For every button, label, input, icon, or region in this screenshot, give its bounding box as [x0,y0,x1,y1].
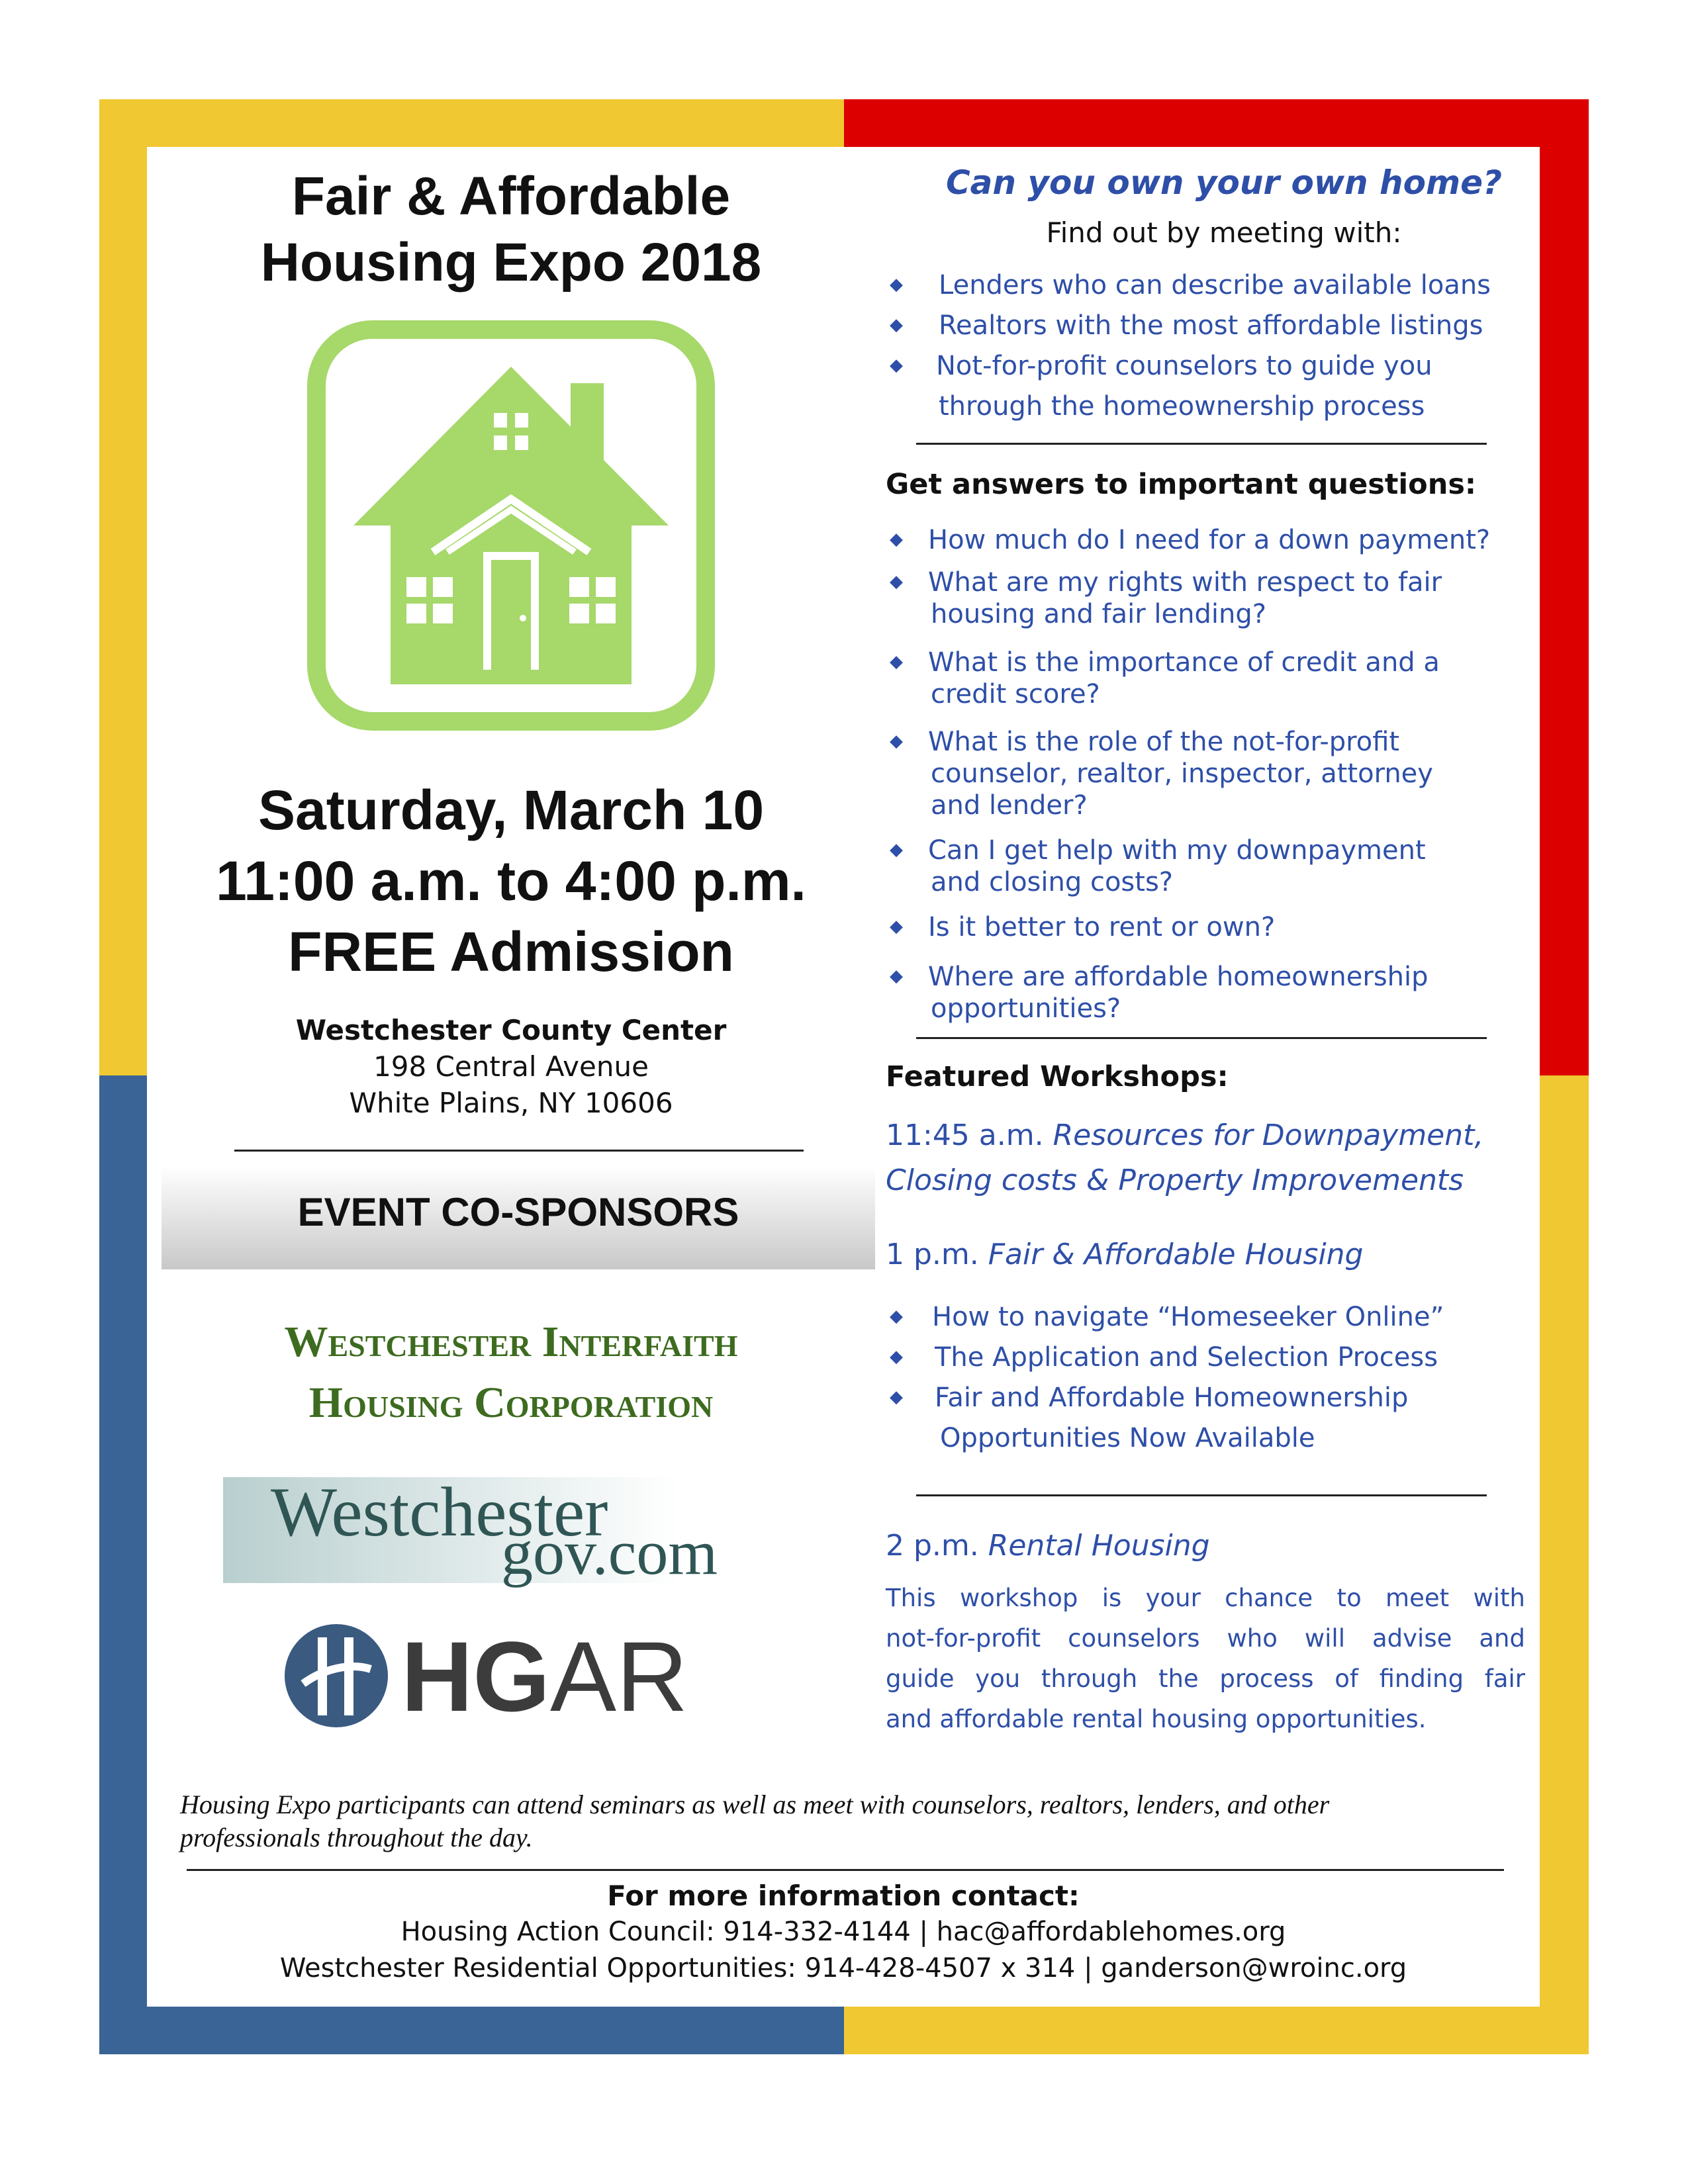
expo-title-line2: Housing Expo 2018 [260,232,762,293]
question-1 [928,524,1490,556]
hgar-emblem-icon [283,1623,389,1729]
sponsors-heading: EVENT CO-SPONSORS [297,1190,739,1234]
question-4-line3: and lender? [931,790,1088,821]
wihc-logo [147,1312,875,1433]
meet-item-2: Realtors with the most affordable listings [939,310,1483,341]
workshop-3-time: 2 p.m. [886,1529,979,1563]
footer-divider [187,1869,1504,1871]
westchestergov-logo [223,1473,792,1588]
workshop-2-title: Fair & Affordable Housing [988,1238,1364,1271]
expo-title-line1: Fair & Affordable [291,166,731,226]
question-4-line2: counselor, realtor, inspector, attorney [931,758,1433,789]
workshop-3 [886,1524,1534,1569]
wihc-logo-line1: Westchester Interfaith [284,1318,738,1366]
find-out-text: Find out by meeting with: [1046,216,1402,249]
event-admission: FREE Admission [288,921,734,983]
meet-item-4: through the homeownership process [939,391,1425,422]
question-6 [928,911,1275,943]
contact-line-2[interactable]: Westchester Residential Opportunities: 914-428-4507 x 314 | ganderson@wroinc.org [279,1953,1407,1983]
event-date: Saturday, March 10 [258,779,765,841]
question-7 [928,961,1429,1024]
workshop-2 [886,1232,1534,1277]
question-7-line1: Where are affordable homeownership [928,962,1429,992]
w2-item-4: Opportunities Now Available [940,1423,1315,1453]
question-5-line2: and closing costs? [931,867,1174,897]
question-4-line1: What is the role of the not-for-profit [928,727,1400,757]
left-divider [234,1150,804,1152]
question-2-line1: What are my rights with respect to fair [928,567,1442,598]
hgar-ar: AR [550,1621,688,1732]
venue-city: White Plains, NY 10606 [349,1087,673,1119]
question-5-line1: Can I get help with my downpayment [928,835,1426,866]
workshop-1-title-line2: Closing costs & Property Improvements [886,1163,1464,1197]
questions-heading: Get answers to important questions: [886,468,1477,501]
footer-note-line2: professionals throughout the day. [180,1823,533,1852]
right-divider-3 [916,1494,1487,1496]
workshops-heading: Featured Workshops: [886,1060,1229,1093]
w3-desc-line2: not-for-profit counselors who will advise and [886,1624,1525,1653]
meet-item-1: Lenders who can describe available loans [939,270,1491,300]
w3-desc-line3: guide you through the process of finding fair [886,1664,1525,1693]
contact-heading: For more information contact: [607,1880,1080,1912]
w2-item-3: Fair and Affordable Homeownership [935,1383,1409,1413]
footer-note [180,1788,1517,1854]
question-bullet-1: ◆ [890,529,903,549]
flyer-page [147,147,1540,2007]
question-6-line1: Is it better to rent or own? [928,912,1276,942]
wihc-logo-line2: Housing Corporation [308,1379,714,1427]
workshop-1-time: 11:45 a.m. [886,1118,1044,1152]
headline: Can you own your own home? [945,163,1503,202]
meet-bullet-1: ◆ [890,275,903,295]
house-icon [307,320,715,731]
meet-item-3: Not-for-profit counselors to guide you [936,351,1432,381]
hgar-hg: HG [401,1621,550,1732]
hgar-logo [283,1621,760,1732]
question-2 [928,567,1442,630]
w2-bullet-2: ◆ [890,1347,903,1367]
footer-note-line1: Housing Expo participants can attend seminars as well as meet with counselors, realtors, lenders, and other [180,1790,1330,1819]
workshop-3-title: Rental Housing [988,1529,1210,1563]
question-bullet-3: ◆ [890,652,903,672]
w2-bullet-1: ◆ [890,1306,903,1326]
meet-bullet-3: ◆ [890,355,903,375]
meet-bullet-2: ◆ [890,315,903,335]
right-divider-2 [916,1037,1487,1039]
question-7-line2: opportunities? [931,993,1121,1024]
question-bullet-7: ◆ [890,966,903,986]
westchestergov-logo-line2: gov.com [501,1517,718,1588]
question-3-line1: What is the importance of credit and a [928,647,1440,678]
workshop-1 [886,1113,1534,1203]
workshop-1-title-line1: Resources for Downpayment, [1053,1118,1484,1152]
workshop-2-time: 1 p.m. [886,1238,979,1271]
westchestergov-logo-line1: Westchester [271,1473,608,1551]
w2-item-1: How to navigate “Homeseeker Online” [932,1302,1444,1332]
hgar-wordmark [401,1621,688,1732]
event-time: 11:00 a.m. to 4:00 p.m. [216,850,806,912]
question-bullet-2: ◆ [890,572,903,592]
w2-item-2: The Application and Selection Process [935,1342,1438,1373]
question-bullet-5: ◆ [890,840,903,860]
question-bullet-6: ◆ [890,917,903,936]
question-4 [928,726,1433,821]
question-3-line2: credit score? [931,679,1100,709]
question-bullet-4: ◆ [890,731,903,751]
w2-bullet-3: ◆ [890,1387,903,1407]
w3-desc-line1: This workshop is your chance to meet with [886,1584,1525,1612]
venue-street: 198 Central Avenue [373,1050,649,1083]
w3-desc-line4: and affordable rental housing opportunities. [886,1705,1427,1733]
right-divider-1 [916,443,1487,445]
question-2-line2: housing and fair lending? [931,599,1266,629]
question-3 [928,647,1440,710]
venue-name: Westchester County Center [295,1014,727,1046]
workshop-3-description [886,1578,1525,1739]
question-5 [928,835,1426,898]
contact-line-1[interactable]: Housing Action Council: 914-332-4144 | hac@affordablehomes.org [400,1917,1286,1947]
question-1-line1: How much do I need for a down payment? [928,525,1491,555]
